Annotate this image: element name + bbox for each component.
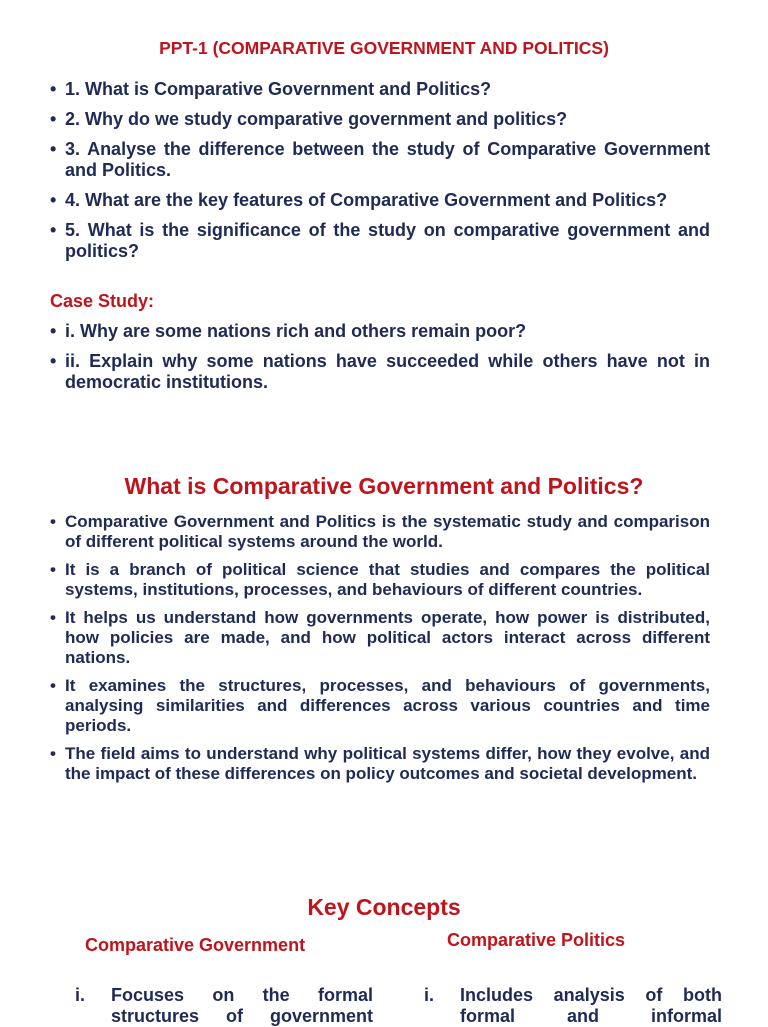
ppt-title: PPT-1 (COMPARATIVE GOVERNMENT AND POLITICS) <box>159 38 609 58</box>
list-item: • Comparative Government and Politics is the systematic study and comparison of different political systems around the world. <box>50 512 710 551</box>
item-number: i. <box>75 985 86 1005</box>
list-item <box>424 985 724 1025</box>
list-item: • It helps us understand how governments operate, how power is distributed, how policies are made, and how political actors interact across different nations. <box>50 608 710 667</box>
column-heading-comparative-government: Comparative Government <box>85 935 306 955</box>
bullet: • <box>50 512 56 531</box>
section-heading-key-concepts: Key Concepts <box>307 894 461 920</box>
bullet: • <box>50 608 56 627</box>
list-item: • i. Why are some nations rich and others remain poor? <box>50 321 527 341</box>
section-heading-definition: What is Comparative Government and Politics? <box>124 473 644 499</box>
list-item: • It examines the structures, processes, and behaviours of governments, analysing similarities and differences across various countries and time periods. <box>50 676 710 735</box>
list-item: • 1. What is Comparative Government and Politics? <box>50 79 492 99</box>
definition-list <box>50 512 710 792</box>
bullet: • <box>50 560 56 579</box>
bullet: • <box>50 79 57 99</box>
item-text: Includes analysis of both formal and informal <box>460 985 722 1026</box>
bullet: • <box>50 744 56 763</box>
list-item: • The field aims to understand why political systems differ, how they evolve, and the impact of these differences on policy outcomes and societal development. <box>50 744 710 783</box>
list-item: • 5. What is the significance of the study on comparative government and politics? <box>50 220 710 261</box>
list-item: • 2. Why do we study comparative government and politics? <box>50 109 568 129</box>
question-list <box>50 79 710 271</box>
bullet: • <box>50 676 56 695</box>
bullet: • <box>50 220 57 240</box>
case-study-label: Case Study: <box>50 291 155 311</box>
bullet: • <box>50 139 57 159</box>
column-heading-comparative-politics: Comparative Politics <box>447 930 626 950</box>
item-text: Focuses on the formal structures of government <box>111 985 373 1026</box>
list-item: • 4. What are the key features of Comparative Government and Politics? <box>50 190 668 210</box>
bullet: • <box>50 190 57 210</box>
list-item: • 3. Analyse the difference between the study of Comparative Government and Politics. <box>50 139 710 180</box>
case-study-list <box>50 321 710 402</box>
list-item <box>75 985 375 1025</box>
bullet: • <box>50 109 57 129</box>
item-number: i. <box>424 985 435 1005</box>
list-item: • ii. Explain why some nations have succeeded while others have not in democratic institutions. <box>50 351 710 392</box>
bullet: • <box>50 321 57 341</box>
list-item: • It is a branch of political science that studies and compares the political systems, institutions, processes, and behaviours of different countries. <box>50 560 710 599</box>
bullet: • <box>50 351 57 371</box>
